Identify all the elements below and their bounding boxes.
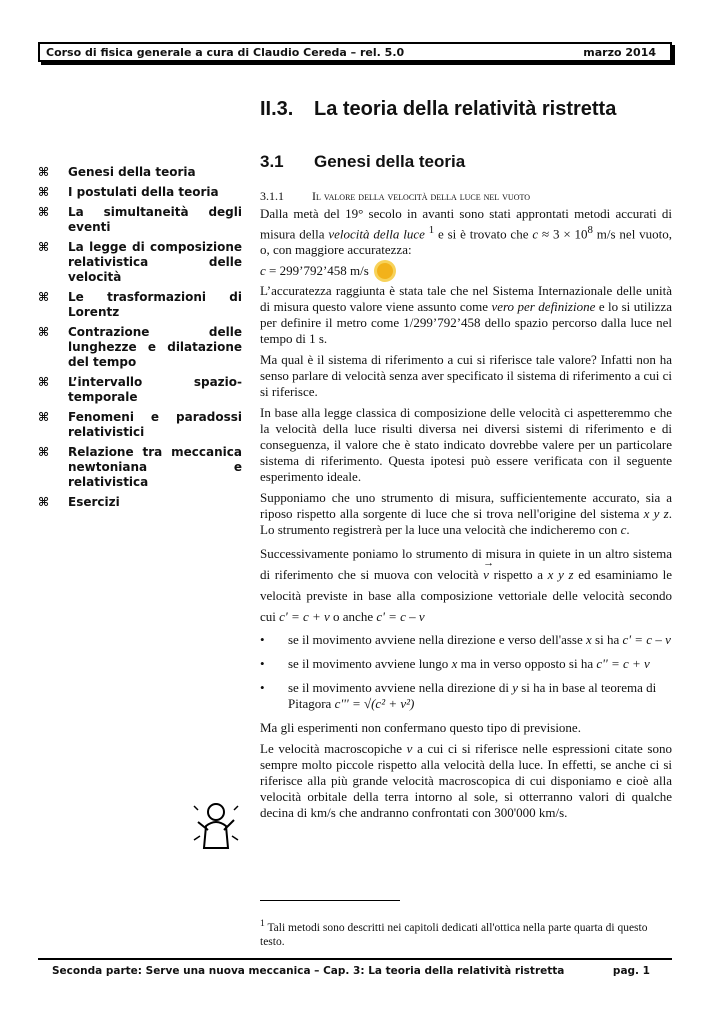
header-course-title: Corso di fisica generale a cura di Claudio Cereda – rel. 5.0	[46, 46, 405, 59]
list-item: • se il movimento avviene nella direzione e verso dell'asse x si ha c' = c – v	[260, 632, 671, 648]
command-icon: ⌘	[38, 410, 50, 424]
chapter-number: II.3.	[260, 98, 294, 120]
command-icon: ⌘	[38, 165, 50, 179]
page-number: pag. 1	[612, 965, 650, 977]
sun-icon	[377, 263, 393, 279]
toc-item[interactable]: ⌘ La legge di composizione relativistica delle velocità	[38, 240, 242, 284]
subsection-number: 3.1.1	[260, 189, 284, 203]
subsection-title: Il valore della velocità della luce nel vuoto	[312, 189, 531, 203]
paragraph: Supponiamo che uno strumento di misura, sufficientemente accurato, sia a riposo rispetto alla sorgente di luce che si trova nell'origine del sistema x y z. Lo strumento registrerà per la luce una velocità che indicheremo con c.	[260, 490, 672, 538]
toc-item[interactable]: ⌘ Le trasformazioni di Lorentz	[38, 290, 242, 319]
vector-equation: c' = c – v	[376, 609, 425, 625]
paragraph: Ma qual è il sistema di riferimento a cui si riferisce tale valore? Infatti non ha senso parlare di velocità senza aver specificato il sistema di riferimento a cui ci si riferisce.	[260, 352, 672, 400]
command-icon: ⌘	[38, 205, 50, 219]
toc-item[interactable]: ⌘ Esercizi	[38, 495, 120, 509]
command-icon: ⌘	[38, 445, 50, 459]
subsection-heading	[260, 188, 672, 204]
paragraph: Le velocità macroscopiche v a cui ci si riferisce nelle espressioni citate sono sempre molto piccole rispetto alla velocità della luce. In effetti, se anche ci si riferisce alla più grande velocità macroscopica di cui disponiamo e cioè alla velocità orbitale della terra intorno al sole, si otterranno valori di qualche decina di km/s che andranno confrontati con 300'000 km/s.	[260, 741, 672, 821]
thinking-person-clipart	[190, 800, 242, 850]
command-icon: ⌘	[38, 495, 50, 509]
footer-chapter-info: Seconda parte: Serve una nuova meccanica – Cap. 3: La teoria della relatività ristretta	[52, 965, 565, 977]
velocity-vector: → v	[483, 564, 489, 585]
command-icon: ⌘	[38, 375, 50, 389]
footnote-separator	[260, 900, 400, 901]
toc-item[interactable]: ⌘ Relazione tra meccanica newtoniana e relativistica	[38, 445, 242, 489]
command-icon: ⌘	[38, 185, 50, 199]
paragraph: In base alla legge classica di composizione delle velocità ci aspetteremmo che la velocità della luce risulti diversa nei diversi sistemi di riferimento e di conseguenza, il valore che è stato indicato dovrebbe valere per un particolare sistema di riferimento. Questa ipotesi può essere verificata con il seguente esperimento ideale.	[260, 405, 672, 485]
footnote-ref[interactable]: 1	[428, 224, 435, 236]
command-icon: ⌘	[38, 240, 50, 254]
chapter-title-text: La teoria della relatività ristretta	[314, 98, 617, 120]
section-title: Genesi della teoria	[314, 152, 466, 171]
footnote: $^1$ Tali metodi sono descritti nei capitoli dedicati all'ottica nella parte quarta di questo testo.	[260, 918, 648, 948]
command-icon: ⌘	[38, 325, 50, 339]
main-text	[260, 188, 672, 826]
running-header	[38, 42, 672, 62]
list-item: • se il movimento avviene lungo x ma in verso opposto si ha c'' = c + v	[260, 656, 650, 672]
list-item: • se il movimento avviene nella direzione di y si ha in base al teorema di Pitagora c''' = √(c² + v²)	[260, 680, 657, 712]
paragraph: Dalla metà del 19° secolo in avanti sono stati approntati metodi accurati di misura della velocità della luce $^1$ e si è trovato che $c \approx 3 \times 10^8$ m/s nel vuoto, o, con maggiore accuratezza:	[260, 206, 673, 258]
toc-item[interactable]: ⌘ L’intervallo spazio-temporale	[38, 375, 242, 404]
vector-equation: c' = c + v	[279, 609, 330, 625]
chapter-toc	[38, 165, 242, 515]
header-date: marzo 2014	[583, 46, 656, 59]
toc-item[interactable]: ⌘ Fenomeni e paradossi relativistici	[38, 410, 242, 439]
chapter-title	[260, 98, 616, 121]
toc-item[interactable]: ⌘ Contrazione delle lunghezze e dilatazione del tempo	[38, 325, 242, 369]
running-footer	[38, 958, 672, 977]
toc-item[interactable]: ⌘ Genesi della teoria	[38, 165, 196, 179]
bullet-list	[260, 632, 672, 712]
toc-item[interactable]: ⌘ La simultaneità degli eventi	[38, 205, 242, 234]
paragraph: Ma gli esperimenti non confermano questo tipo di previsione.	[260, 720, 581, 736]
command-icon: ⌘	[38, 290, 50, 304]
section-number: 3.1	[260, 152, 284, 171]
section-heading	[260, 152, 465, 172]
toc-item[interactable]: ⌘ I postulati della teoria	[38, 185, 219, 199]
paragraph: L’accuratezza raggiunta è stata tale che nel Sistema Internazionale delle unità di misura questo valore viene assunto come vero per definizione e lo si utilizza per definire il metro come 1/299’792’458 dello spazio percorso dalla luce nel tempo di 1 s.	[260, 283, 673, 347]
speed-of-light-formula: c = 299’792’458 m/s	[260, 263, 672, 279]
paragraph: Successivamente poniamo lo strumento di misura in quiete in un altro sistema di riferimento che si muova con velocità → v rispetto a x y z ed esaminiamo le velocità previste in base alla composizione vettoriale delle velocità secondo cui c' = c + v o anche c' = c – v	[260, 543, 672, 627]
